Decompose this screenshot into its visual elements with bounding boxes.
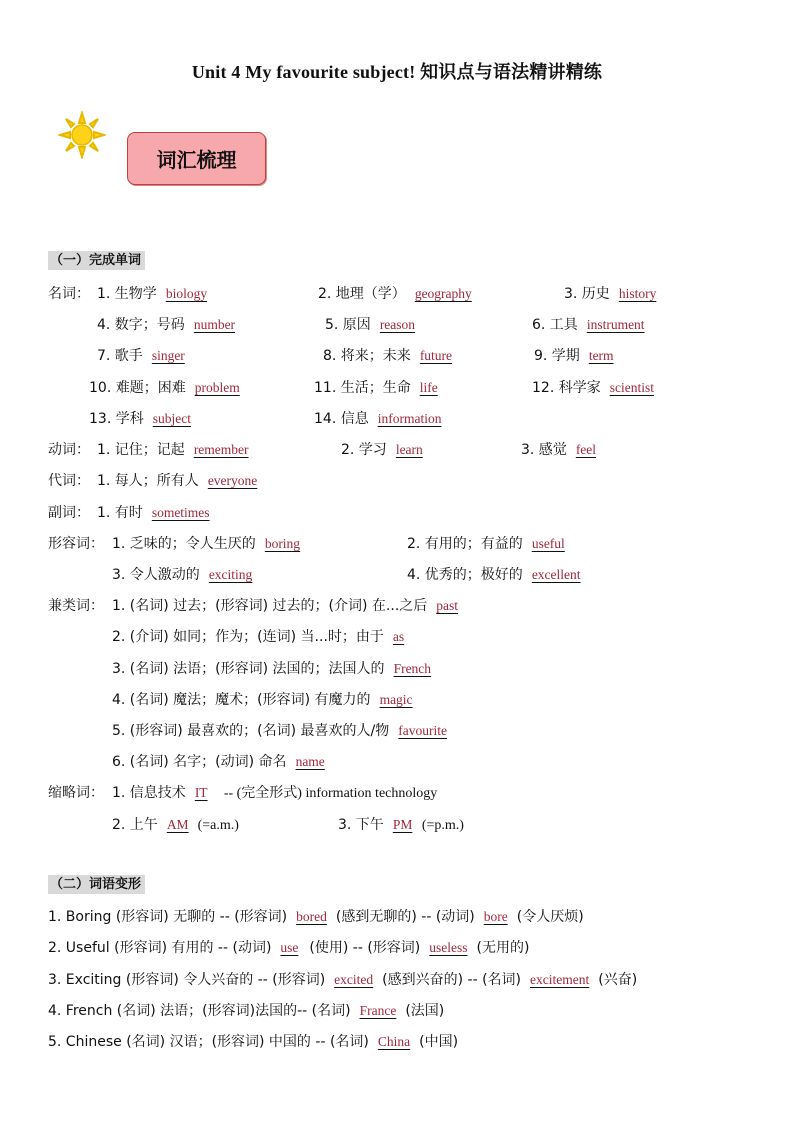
list-item: 6. 工具 instrument <box>532 317 645 333</box>
list-item: 1. 有时 sometimes <box>97 505 210 521</box>
vocab-heading-box: 词汇梳理 <box>127 132 266 185</box>
list-item: 4. (名词) 魔法；魔术；(形容词) 有魔力的 magic <box>112 692 413 708</box>
list-item: 2. 学习 learn <box>341 442 423 458</box>
list-item: 1. (名词) 过去；(形容词) 过去的；(介词) 在...之后 past <box>112 598 459 614</box>
list-item: 3. 历史 history <box>564 286 657 302</box>
pos-label-adverbs: 副词： <box>48 505 90 521</box>
word-form-row: 2. Useful (形容词) 有用的 -- (动词) use (使用) -- (形容词) useless (无用的) <box>48 940 530 956</box>
list-item: 13. 学科 subject <box>89 411 191 427</box>
word-form-row: 4. French (名词) 法语；(形容词)法国的-- (名词) France (法国) <box>48 1003 445 1019</box>
pos-label-nouns: 名词： <box>48 286 90 302</box>
list-item: 7. 歌手 singer <box>97 348 185 364</box>
pos-label-adjectives: 形容词： <box>48 536 104 552</box>
list-item: 1. 生物学 biology <box>97 286 208 302</box>
sun-icon <box>58 111 106 159</box>
word-form-row: 5. Chinese (名词) 汉语；(形容词) 中国的 -- (名词) China (中国) <box>48 1034 459 1050</box>
list-item: 3. (名词) 法语；(形容词) 法国的；法国人的 French <box>112 661 432 677</box>
list-item: 3. 下午 PM (=p.m.) <box>338 817 464 833</box>
page-title: Unit 4 My favourite subject! 知识点与语法精讲精练 <box>191 62 603 82</box>
pos-label-multi: 兼类词： <box>48 598 104 614</box>
list-item: 2. 地理（学） geography <box>318 286 472 302</box>
list-item: 1. 信息技术 IT -- (完全形式) information technology <box>112 785 438 801</box>
list-item: 5. 原因 reason <box>325 317 416 333</box>
word-form-row: 3. Exciting (形容词) 令人兴奋的 -- (形容词) excited (感到兴奋的) -- (名词) excitement (兴奋) <box>48 972 638 988</box>
list-item: 4. 优秀的；极好的 excellent <box>407 567 581 583</box>
list-item: 8. 将来；未来 future <box>323 348 453 364</box>
list-item: 3. 令人激动的 exciting <box>112 567 253 583</box>
list-item: 1. 记住；记起 remember <box>97 442 249 458</box>
section-heading-word-forms: （二）词语变形 <box>48 875 145 894</box>
list-item: 12. 科学家 scientist <box>532 380 654 396</box>
list-item: 2. 上午 AM (=a.m.) <box>112 817 239 833</box>
list-item: 1. 每人；所有人 everyone <box>97 473 258 489</box>
pos-label-verbs: 动词： <box>48 442 90 458</box>
list-item: 10. 难题；困难 problem <box>89 380 240 396</box>
list-item: 2. (介词) 如同；作为；(连词) 当...时；由于 as <box>112 629 405 645</box>
list-item: 5. (形容词) 最喜欢的；(名词) 最喜欢的人/物 favourite <box>112 723 448 739</box>
list-item: 1. 乏味的；令人生厌的 boring <box>112 536 301 552</box>
word-form-row: 1. Boring (形容词) 无聊的 -- (形容词) bored (感到无聊的) -- (动词) bore (令人厌烦) <box>48 909 584 925</box>
list-item: 14. 信息 information <box>314 411 442 427</box>
list-item: 11. 生活；生命 life <box>314 380 438 396</box>
list-item: 4. 数字；号码 number <box>97 317 236 333</box>
section-heading-complete-words: （一）完成单词 <box>48 251 145 270</box>
list-item: 6. (名词) 名字；(动词) 命名 name <box>112 754 325 770</box>
pos-label-pronouns: 代词： <box>48 473 90 489</box>
pos-label-abbr: 缩略词： <box>48 785 104 801</box>
list-item: 9. 学期 term <box>534 348 614 364</box>
list-item: 3. 感觉 feel <box>521 442 597 458</box>
list-item: 2. 有用的；有益的 useful <box>407 536 565 552</box>
